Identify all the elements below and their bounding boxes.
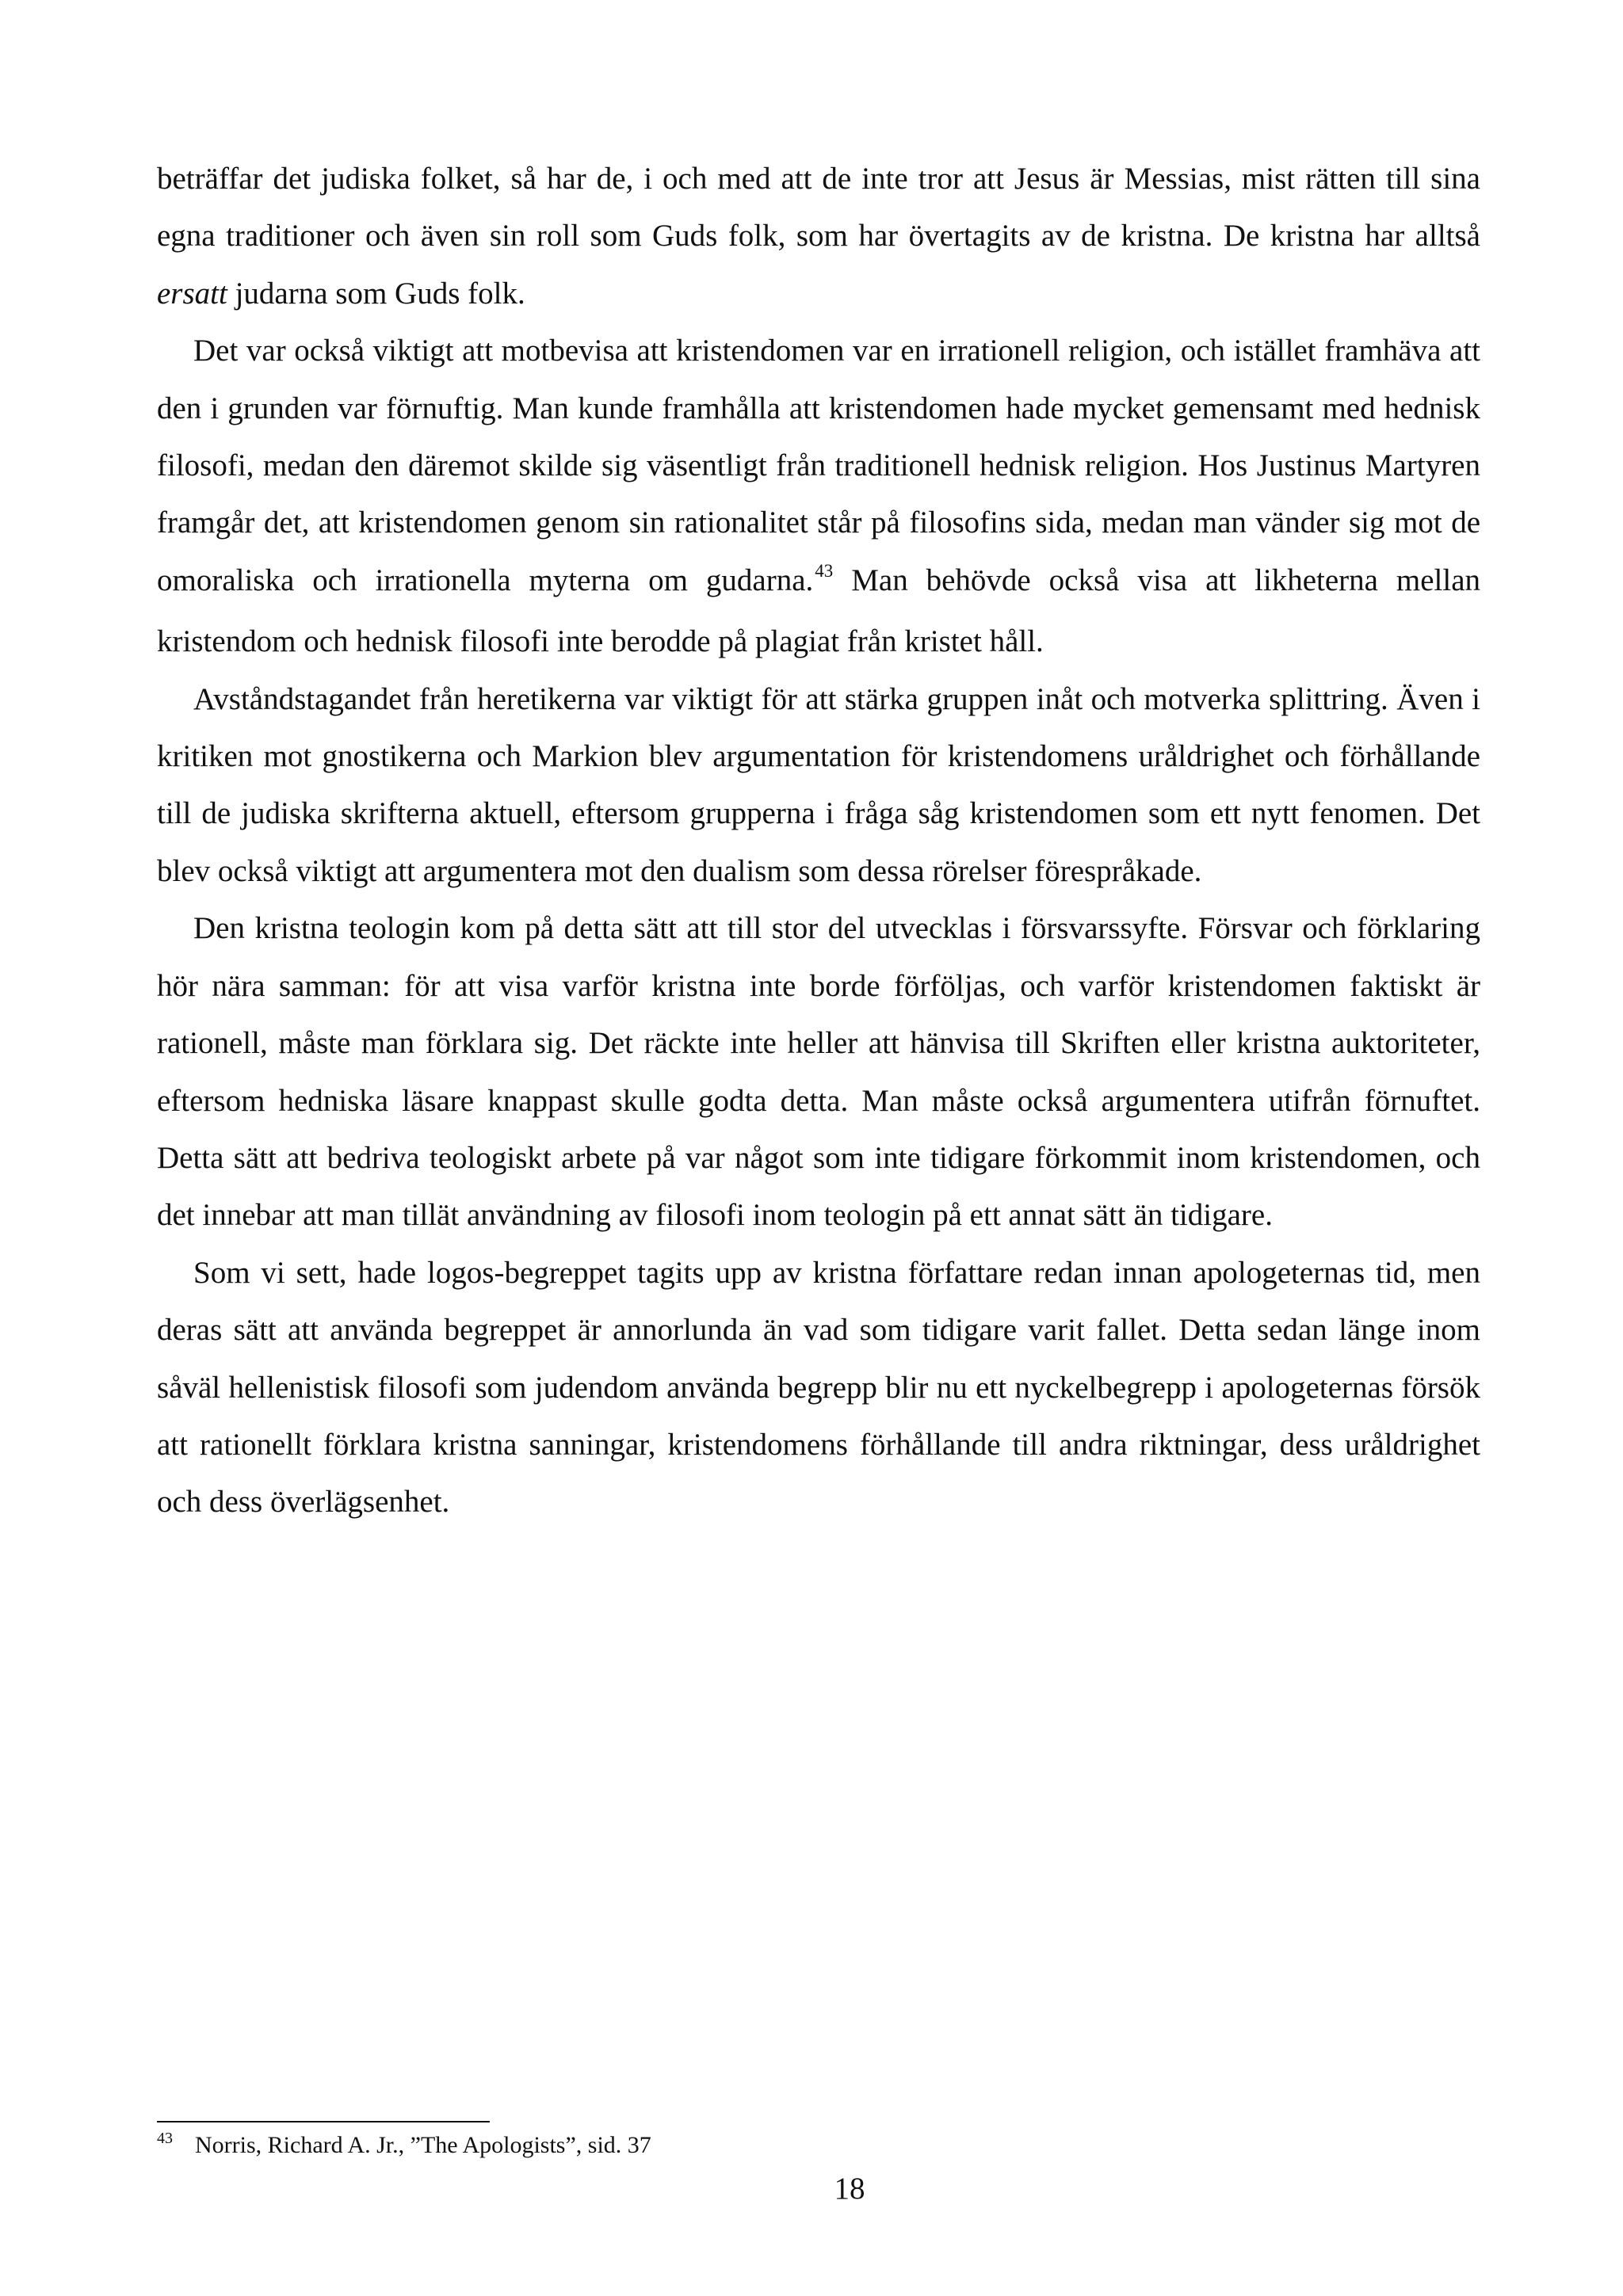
paragraph xyxy=(157,671,1480,901)
text-run: Som vi sett, hade logos-begreppet tagits upp av kristna författare redan innan apologeternas tid, men deras sätt att använda begreppet är annorlunda än vad som tidigare varit fallet. Detta sedan länge inom såväl hellenistisk filosofi som judendom använda begrepp blir nu ett nyckelbegrepp i apologeternas försök att rationellt förklara kristna sanningar, kristendomens förhållande till andra riktningar, dess uråldrighet och dess överlägsenhet. xyxy=(157,1255,1480,1520)
footnote-number: 43 xyxy=(157,2130,173,2147)
page-number: 18 xyxy=(834,2172,865,2206)
emphasis: ersatt xyxy=(157,276,227,311)
text-run: beträffar det judiska folket, så har de, i och med att de inte tror att Jesus är Messias, mist rätten till sina egna traditioner och även sin roll som Guds folk, som har övertagits av de kristna. De kristna har alltså xyxy=(157,162,1480,254)
footnote-text: Norris, Richard A. Jr., ”The Apologists”, sid. 37 xyxy=(195,2132,651,2158)
text-run: Det var också viktigt att motbevisa att kristendomen var en irrationell religion, och istället framhäva att den i grunden var förnuftig. Man kunde framhålla att kristendomen hade mycket gemensamt med hednisk filosofi, medan den däremot skilde sig väsentligt från traditionell hednisk religion. Hos Justinus Martyren framgår det, att kristendomen genom sin rationalitet står på filosofins sida, medan man vänder sig mot de omoraliska och irrationella myterna om gudarna. xyxy=(157,334,1480,597)
text-run: Den kristna teologin kom på detta sätt att till stor del utvecklas i försvarssyfte. Försvar och förklaring hör nära samman: för att visa varför kristna inte borde förföljas, och varför kristendomen faktiskt är rationell, måste man förklara sig. Det räckte inte heller att hänvisa till Skriften eller kristna auktoriteter, eftersom hedniska läsare knappast skulle godta detta. Man måste också argumentera utifrån förnuftet. Detta sätt att bedriva teologiskt arbete på var något som inte tidigare förkommit inom kristendomen, och det innebar att man tillät användning av filosofi inom teologin på ett annat sätt än tidigare. xyxy=(157,911,1480,1233)
text-run: judarna som Guds folk. xyxy=(227,276,525,311)
paragraph xyxy=(157,322,1480,670)
paragraph xyxy=(157,1245,1480,1531)
body-text xyxy=(157,151,1480,1531)
text-run: Avståndstagandet från heretikerna var viktigt för att stärka gruppen inåt och motverka splittring. Även i kritiken mot gnostikerna och Markion blev argumentation för kristendomens uråldrighet och förhållande till de judiska skrifterna aktuell, eftersom grupperna i fråga såg kristendomen som ett nytt fenomen. Det blev också viktigt att argumentera mot den dualism som dessa rörelser förespråkade. xyxy=(157,681,1480,888)
footnote xyxy=(157,2128,1480,2165)
paragraph xyxy=(157,151,1480,322)
text-run: Man behövde också visa att likheterna mellan kristendom och hednisk filosofi inte berodde på plagiat från kristet håll. xyxy=(157,563,1481,659)
paragraph xyxy=(157,900,1480,1244)
footnote-reference: 43 xyxy=(815,560,834,581)
footnote-separator xyxy=(157,2121,490,2122)
